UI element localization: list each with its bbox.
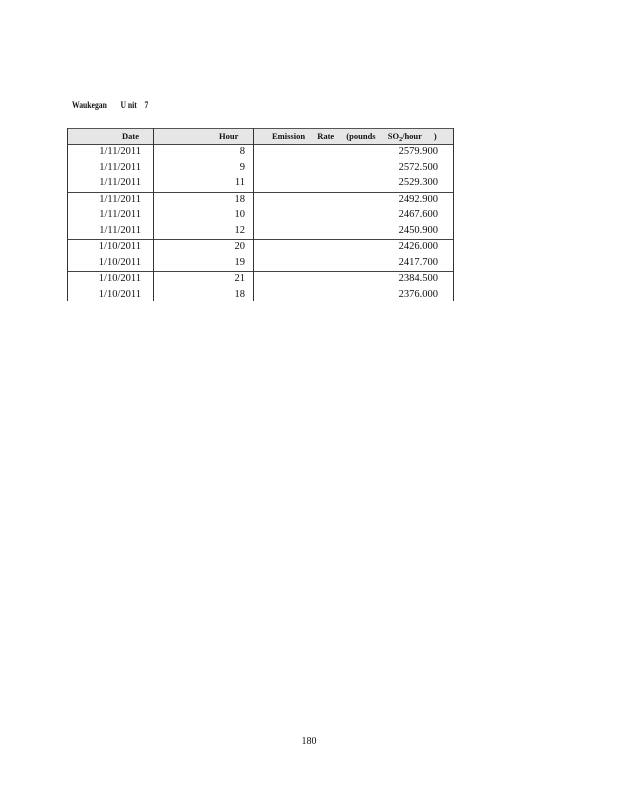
cell-hour: 10 — [234, 209, 245, 220]
table-row — [67, 161, 454, 177]
cell-emission-rate: 2467.600 — [398, 209, 438, 220]
table-row — [67, 208, 454, 224]
cell-hour: 9 — [239, 161, 245, 173]
table-row — [67, 239, 454, 256]
cell-emission-rate: 2426.000 — [398, 241, 438, 252]
table-row — [67, 271, 454, 288]
table-divider-hour-rate — [253, 128, 254, 301]
cell-date: 1/11/2011 — [99, 146, 141, 157]
cell-emission-rate: 2572.500 — [398, 161, 438, 173]
cell-hour: 20 — [234, 241, 245, 252]
page-number: 180 — [301, 736, 317, 747]
cell-emission-rate: 2384.500 — [398, 273, 438, 284]
table-row — [67, 224, 454, 240]
table-body — [67, 144, 454, 303]
table-border-left — [67, 128, 68, 301]
cell-emission-rate: 2417.700 — [398, 256, 438, 268]
table-border-right — [453, 128, 454, 301]
cell-date: 1/10/2011 — [98, 256, 141, 268]
cell-date: 1/10/2011 — [98, 241, 141, 252]
cell-emission-rate: 2376.000 — [398, 288, 438, 300]
cell-hour: 21 — [234, 273, 245, 284]
header-emission-rate — [272, 131, 437, 143]
cell-date: 1/10/2011 — [98, 273, 141, 284]
table-title — [72, 100, 148, 110]
emissions-table — [67, 128, 454, 303]
table-header-row — [67, 128, 454, 144]
cell-date: 1/11/2011 — [99, 177, 141, 188]
cell-hour: 19 — [234, 256, 245, 268]
cell-hour: 8 — [239, 146, 245, 157]
cell-date: 1/11/2011 — [99, 161, 141, 173]
cell-date: 1/10/2011 — [98, 288, 141, 300]
header-hour: Hour — [219, 131, 239, 141]
cell-hour: 11 — [234, 177, 245, 188]
unit-label: U nit 7 — [120, 100, 149, 110]
cell-hour: 12 — [234, 224, 245, 236]
table-row — [67, 256, 454, 272]
table-row — [67, 144, 454, 161]
header-rate-prefix: Emission Rate (pounds SO — [272, 131, 400, 141]
cell-hour: 18 — [234, 288, 245, 300]
cell-emission-rate: 2529.300 — [398, 177, 438, 188]
cell-emission-rate: 2450.900 — [398, 224, 438, 236]
table-row — [67, 176, 454, 192]
table-row — [67, 288, 454, 304]
plant-name: Waukegan — [72, 100, 107, 110]
cell-emission-rate: 2579.900 — [398, 146, 438, 157]
cell-hour: 18 — [234, 193, 245, 205]
cell-date: 1/11/2011 — [99, 193, 141, 205]
table-row — [67, 192, 454, 209]
cell-date: 1/11/2011 — [99, 224, 141, 236]
header-rate-subscript: 2 — [399, 137, 403, 143]
cell-date: 1/11/2011 — [99, 209, 141, 220]
header-rate-suffix: /hour ) — [402, 131, 437, 141]
table-divider-date-hour — [153, 128, 154, 301]
header-date: Date — [122, 131, 139, 141]
cell-emission-rate: 2492.900 — [398, 193, 438, 205]
